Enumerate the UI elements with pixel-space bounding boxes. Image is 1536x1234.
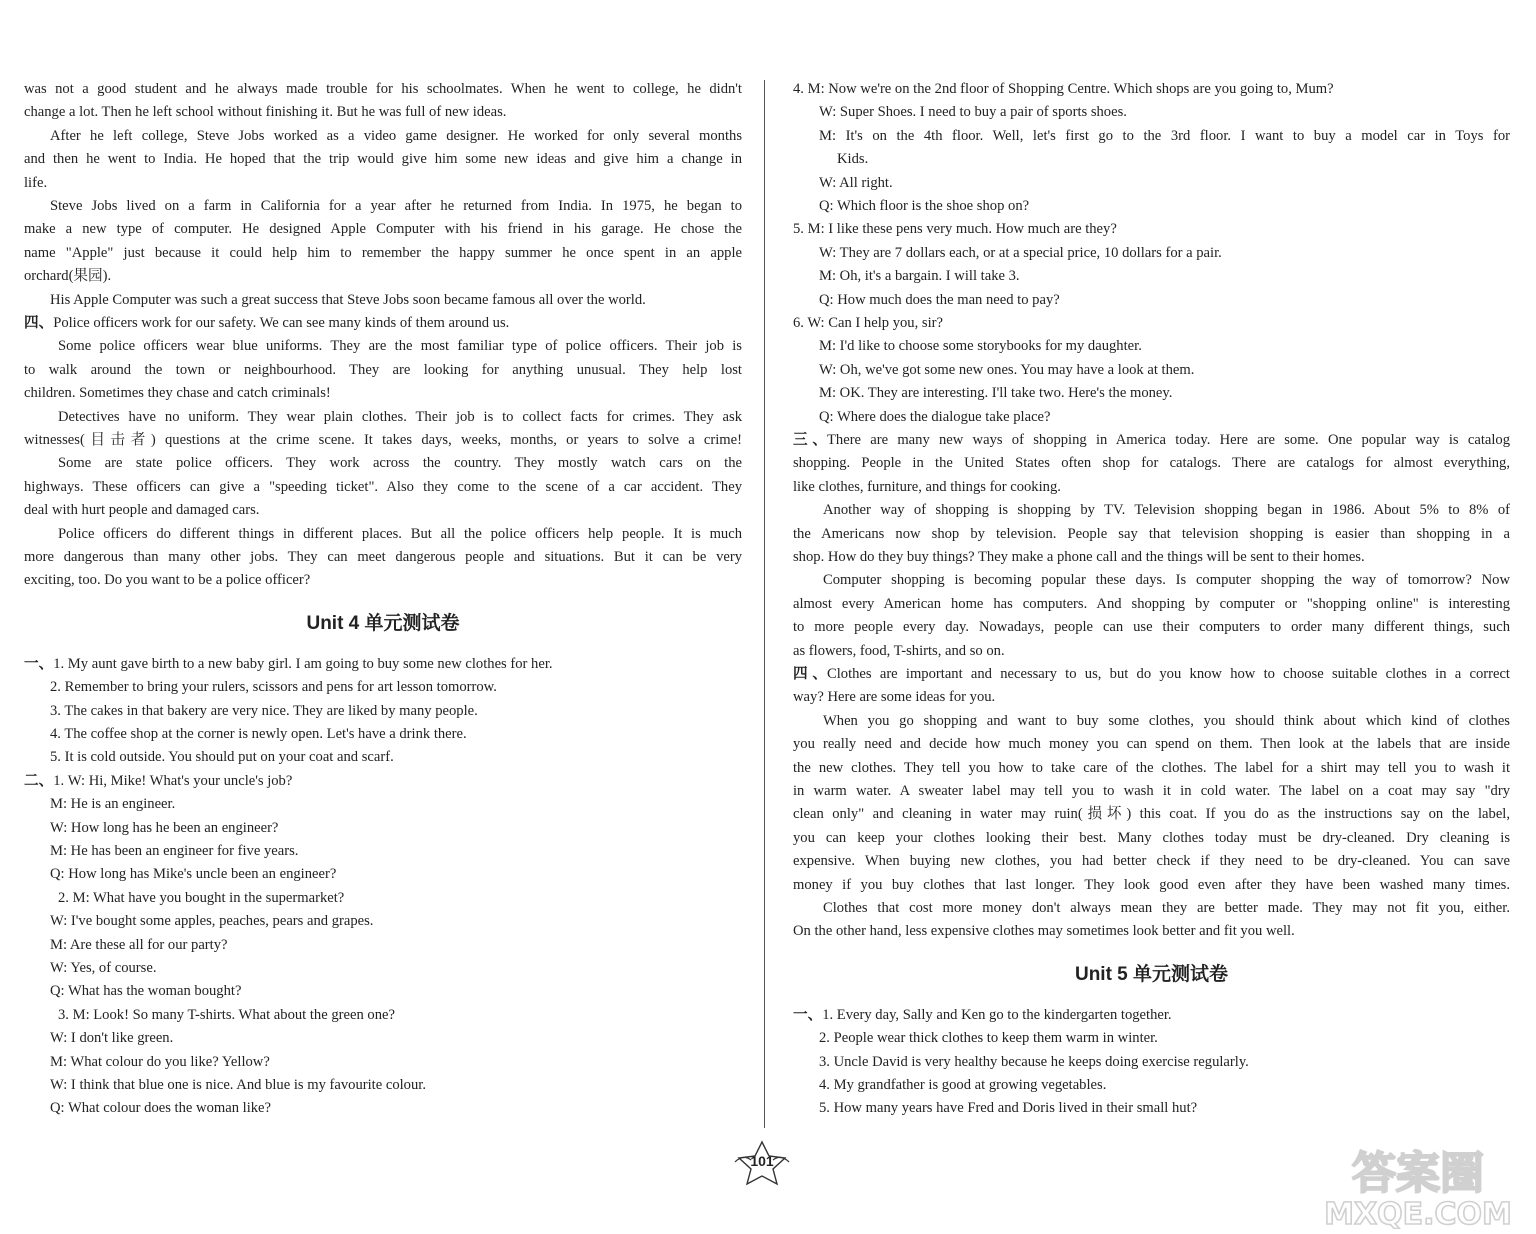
text-line <box>24 957 742 980</box>
line-text: 1. W: Hi, Mike! What's your uncle's job? <box>53 772 293 789</box>
text-line <box>24 1051 742 1074</box>
text-line <box>793 546 1510 569</box>
line-text: Computer shopping is becoming popular these days. Is computer shopping the way of tomorrow? Now <box>823 572 1510 589</box>
text-line <box>793 1097 1510 1120</box>
text-line <box>24 289 742 312</box>
text-line <box>24 980 742 1003</box>
text-line <box>24 723 742 746</box>
text-line <box>793 101 1510 124</box>
text-line <box>793 406 1510 429</box>
text-line <box>24 335 742 358</box>
line-text: Detectives have no uniform. They wear plain clothes. Their job is to collect facts for crimes. They ask <box>58 408 742 425</box>
section-marker: 三、 <box>793 432 827 449</box>
line-text: Q: How much does the man need to pay? <box>819 291 1060 308</box>
line-text: 4. M: Now we're on the 2nd floor of Shopping Centre. Which shops are you going to, Mum? <box>793 81 1334 97</box>
section-marker: 一、 <box>24 655 54 672</box>
line-text: and then he went to India. He hoped that the trip would give him some new ideas and give him a change in <box>24 151 742 168</box>
line-text: you really need and decide how much money you can spend on them. Then look at the labels that are inside <box>793 736 1510 753</box>
section-marker: 四、 <box>24 314 54 331</box>
line-text: shopping. People in the United States often shop for catalogs. There are catalogs for almost everything, <box>793 455 1510 472</box>
text-line <box>24 242 742 265</box>
text-line <box>24 312 742 335</box>
text-line <box>793 757 1510 780</box>
line-text: 2. Remember to bring your rulers, scissors and pens for art lesson tomorrow. <box>50 679 497 696</box>
line-text: almost every American home has computers. And shopping by computer or "shopping online" is interesting <box>793 595 1510 612</box>
left-column <box>24 78 742 1121</box>
line-text: children. Sometimes they chase and catch criminals! <box>24 385 331 402</box>
text-line <box>793 710 1510 733</box>
text-line <box>793 476 1510 499</box>
text-line <box>793 1027 1510 1050</box>
text-line <box>793 148 1510 171</box>
text-line <box>24 770 742 793</box>
line-text: 2. People wear thick clothes to keep them warm in winter. <box>819 1030 1158 1047</box>
watermark-logo <box>1300 1138 1536 1229</box>
text-line <box>24 172 742 195</box>
line-text: change a lot. Then he left school without finishing it. But he was full of new ideas. <box>24 104 507 121</box>
text-line <box>793 874 1510 897</box>
line-text: like clothes, furniture, and things for cooking. <box>793 478 1061 495</box>
text-line <box>793 523 1510 546</box>
text-line <box>24 218 742 241</box>
text-line <box>793 593 1510 616</box>
line-text: money if you buy clothes that last longer. They look good even after they have been washed many times. <box>793 876 1510 893</box>
text-line <box>793 640 1510 663</box>
text-line <box>24 452 742 475</box>
line-text: M: Oh, it's a bargain. I will take 3. <box>819 268 1020 285</box>
left-text-block-2 <box>24 653 742 1121</box>
line-text: Steve Jobs lived on a farm in California for a year after he returned from India. In 1975, he began to <box>50 197 742 214</box>
line-text: the Americans now shop by television. People say that television shopping is easier than shopping in a <box>793 525 1510 542</box>
text-line <box>793 803 1510 826</box>
text-line <box>24 887 742 910</box>
line-text: M: He has been an engineer for five years. <box>50 842 299 859</box>
text-line <box>24 700 742 723</box>
line-text: His Apple Computer was such a great success that Steve Jobs soon became famous all over the world. <box>50 291 646 308</box>
line-text: W: How long has he been an engineer? <box>50 819 279 836</box>
line-text: 1. My aunt gave birth to a new baby girl. I am going to buy some new clothes for her. <box>53 655 553 672</box>
line-text: 6. W: Can I help you, sir? <box>793 315 943 332</box>
text-line <box>793 850 1510 873</box>
text-line <box>24 382 742 405</box>
right-text-block-1 <box>793 78 1510 944</box>
text-line <box>24 910 742 933</box>
section-marker: 四、 <box>793 666 827 683</box>
text-line <box>793 897 1510 920</box>
section-marker: 二、 <box>24 772 54 789</box>
line-text: was not a good student and he always made trouble for his schoolmates. When he went to college, he didn't <box>24 81 742 97</box>
line-text: more dangerous than many other jobs. They can meet dangerous people and situations. But it can be very <box>24 548 742 565</box>
line-text: M: It's on the 4th floor. Well, let's first go to the 3rd floor. I want to buy a model car in Toys for <box>819 127 1510 144</box>
line-text: expensive. When buying new clothes, you had better check if they need to be dry-cleaned. You can save <box>793 853 1510 870</box>
text-line <box>793 78 1510 101</box>
line-text: 1. Every day, Sally and Ken go to the kindergarten together. <box>822 1006 1172 1023</box>
text-line <box>24 499 742 522</box>
line-text: M: Are these all for our party? <box>50 936 228 953</box>
text-line <box>24 359 742 382</box>
text-line <box>793 1004 1510 1027</box>
text-line <box>793 452 1510 475</box>
text-line <box>793 780 1510 803</box>
text-line <box>793 218 1510 241</box>
line-text: to more people every day. Nowadays, people can use their computers to order many different things, such <box>793 619 1510 636</box>
line-text: W: Yes, of course. <box>50 960 157 976</box>
text-line <box>24 746 742 769</box>
text-line <box>24 1097 742 1120</box>
line-text: W: I don't like green. <box>50 1030 174 1047</box>
line-text: 5. It is cold outside. You should put on your coat and scarf. <box>50 749 394 766</box>
line-text: Some police officers wear blue uniforms. They are the most familiar type of police officers. Their job is <box>58 338 742 355</box>
line-text: in warm water. A sweater label may tell you to wash it in cold water. The label on a coat may say "dry <box>793 783 1510 799</box>
text-line <box>793 616 1510 639</box>
line-text: 3. Uncle David is very healthy because he keeps doing exercise regularly. <box>819 1053 1249 1070</box>
text-line <box>24 125 742 148</box>
line-text: way? Here are some ideas for you. <box>793 689 996 706</box>
text-line <box>24 406 742 429</box>
line-text: M: He is an engineer. <box>50 796 176 813</box>
line-text: When you go shopping and want to buy some clothes, you should think about which kind of clothes <box>823 712 1510 729</box>
text-line <box>793 335 1510 358</box>
line-text: M: OK. They are interesting. I'll take two. Here's the money. <box>819 385 1173 402</box>
line-text: W: Oh, we've got some new ones. You may have a look at them. <box>819 361 1195 378</box>
line-text: orchard(果园). <box>24 268 112 285</box>
line-text: 2. M: What have you bought in the supermarket? <box>58 889 345 906</box>
text-line <box>793 125 1510 148</box>
line-text: 4. The coffee shop at the corner is newly open. Let's have a drink there. <box>50 725 467 742</box>
line-text: Q: What has the woman bought? <box>50 983 242 1000</box>
line-text: W: I think that blue one is nice. And blue is my favourite colour. <box>50 1077 426 1094</box>
text-line <box>24 653 742 676</box>
text-line <box>793 242 1510 265</box>
line-text: to walk around the town or neighbourhood. They are looking for anything unusual. They help lost <box>24 361 742 378</box>
text-line <box>24 476 742 499</box>
line-text: Police officers do different things in different places. But all the police officers help people. It is much <box>58 525 742 542</box>
line-text: 4. My grandfather is good at growing vegetables. <box>819 1076 1107 1093</box>
line-text: you can keep your clothes looking their best. Many clothes today must be dry-cleaned. Dry cleaning is <box>793 829 1510 846</box>
right-text-block-2 <box>793 1004 1510 1121</box>
text-line <box>24 429 742 452</box>
line-text: W: They are 7 dollars each, or at a special price, 10 dollars for a pair. <box>819 244 1222 261</box>
line-text: Police officers work for our safety. We can see many kinds of them around us. <box>53 314 510 331</box>
text-line <box>24 101 742 124</box>
line-text: deal with hurt people and damaged cars. <box>24 502 260 519</box>
text-line <box>24 840 742 863</box>
line-text: There are many new ways of shopping in America today. Here are some. One popular way is catalog <box>827 432 1510 449</box>
text-line <box>24 523 742 546</box>
line-text: name "Apple" just because it could help him to remember the happy summer he once spent in an apple <box>24 244 742 261</box>
text-line <box>793 686 1510 709</box>
text-line <box>24 546 742 569</box>
page-number: 101 <box>750 1153 774 1169</box>
line-text: 5. M: I like these pens very much. How much are they? <box>793 221 1117 238</box>
line-text: 5. How many years have Fred and Doris lived in their small hut? <box>819 1100 1198 1117</box>
line-text: Q: Where does the dialogue take place? <box>819 408 1051 425</box>
text-line <box>793 382 1510 405</box>
line-text: Another way of shopping is shopping by TV. Television shopping began in 1986. About 5% to 8% of <box>823 502 1510 519</box>
line-text: Clothes are important and necessary to us, but do you know how to choose suitable clothes in a correct <box>827 666 1510 683</box>
text-line <box>793 827 1510 850</box>
text-line <box>793 359 1510 382</box>
text-line <box>24 676 742 699</box>
line-text: witnesses(目击者) questions at the crime scene. It takes days, weeks, months, or years to solve a crime! <box>24 431 742 448</box>
text-line <box>793 733 1510 756</box>
line-text: M: What colour do you like? Yellow? <box>50 1053 270 1070</box>
text-line <box>24 265 742 288</box>
unit-4-heading: Unit 4 单元测试卷 <box>306 612 460 634</box>
column-divider <box>764 80 765 1128</box>
line-text: Q: What colour does the woman like? <box>50 1100 272 1117</box>
line-text: highways. These officers can give a "speeding ticket". Also they come to the scene of a car accident. They <box>24 478 742 495</box>
text-line <box>24 863 742 886</box>
line-text: Q: Which floor is the shoe shop on? <box>819 198 1030 215</box>
text-line <box>793 312 1510 335</box>
line-text: life. <box>24 174 48 191</box>
text-line <box>793 265 1510 288</box>
text-line <box>793 195 1510 218</box>
line-text: Kids. <box>837 151 869 168</box>
line-text: the new clothes. They tell you how to take care of the clothes. The label for a shirt may tell you to wash it <box>793 759 1510 776</box>
line-text: exciting, too. Do you want to be a police officer? <box>24 572 311 589</box>
line-text: 3. M: Look! So many T-shirts. What about the green one? <box>58 1006 395 1023</box>
left-text-block-1 <box>24 78 742 593</box>
text-line <box>24 793 742 816</box>
line-text: After he left college, Steve Jobs worked as a video game designer. He worked for only several months <box>50 127 742 144</box>
line-text: as flowers, food, T-shirts, and so on. <box>793 642 1005 659</box>
text-line <box>24 569 742 592</box>
line-text: On the other hand, less expensive clothes may sometimes look better and fit you well. <box>793 923 1295 940</box>
line-text: M: I'd like to choose some storybooks for my daughter. <box>819 338 1142 355</box>
right-column <box>793 78 1510 1121</box>
page-number-badge <box>733 1140 791 1186</box>
text-line <box>793 569 1510 592</box>
text-line <box>793 1051 1510 1074</box>
text-line <box>793 499 1510 522</box>
line-text: 3. The cakes in that bakery are very nice. They are liked by many people. <box>50 702 478 719</box>
unit-5-heading: Unit 5 单元测试卷 <box>1074 963 1229 985</box>
svg-text:MXQE.COM: MXQE.COM <box>1324 1197 1512 1229</box>
line-text: W: I've bought some apples, peaches, pears and grapes. <box>50 913 374 930</box>
text-line <box>793 429 1510 452</box>
line-text: Q: How long has Mike's uncle been an engineer? <box>50 866 337 883</box>
line-text: W: Super Shoes. I need to buy a pair of sports shoes. <box>819 104 1127 121</box>
svg-text:答案圈: 答案圈 <box>1352 1148 1484 1199</box>
section-marker: 一、 <box>793 1006 823 1023</box>
text-line <box>24 78 742 101</box>
text-line <box>24 1027 742 1050</box>
text-line <box>24 195 742 218</box>
text-line <box>793 1074 1510 1097</box>
line-text: make a new type of computer. He designed Apple Computer with his friend in his garage. He chose the <box>24 221 742 238</box>
text-line <box>793 920 1510 943</box>
text-line <box>24 934 742 957</box>
text-line <box>793 172 1510 195</box>
text-line <box>24 148 742 171</box>
line-text: W: All right. <box>819 174 893 191</box>
line-text: shop. How do they buy things? They make a phone call and the things will be sent to their homes. <box>793 549 1365 566</box>
text-line <box>24 817 742 840</box>
line-text: Clothes that cost more money don't always mean they are better made. They may not fit you, either. <box>823 899 1510 916</box>
text-line <box>793 289 1510 312</box>
text-line <box>24 1004 742 1027</box>
line-text: Some are state police officers. They work across the country. They mostly watch cars on the <box>58 455 742 472</box>
text-line <box>793 663 1510 686</box>
line-text: clean only" and cleaning in water may ruin(损坏) this coat. If you do as the instructions say on the label, <box>793 806 1510 823</box>
text-line <box>24 1074 742 1097</box>
